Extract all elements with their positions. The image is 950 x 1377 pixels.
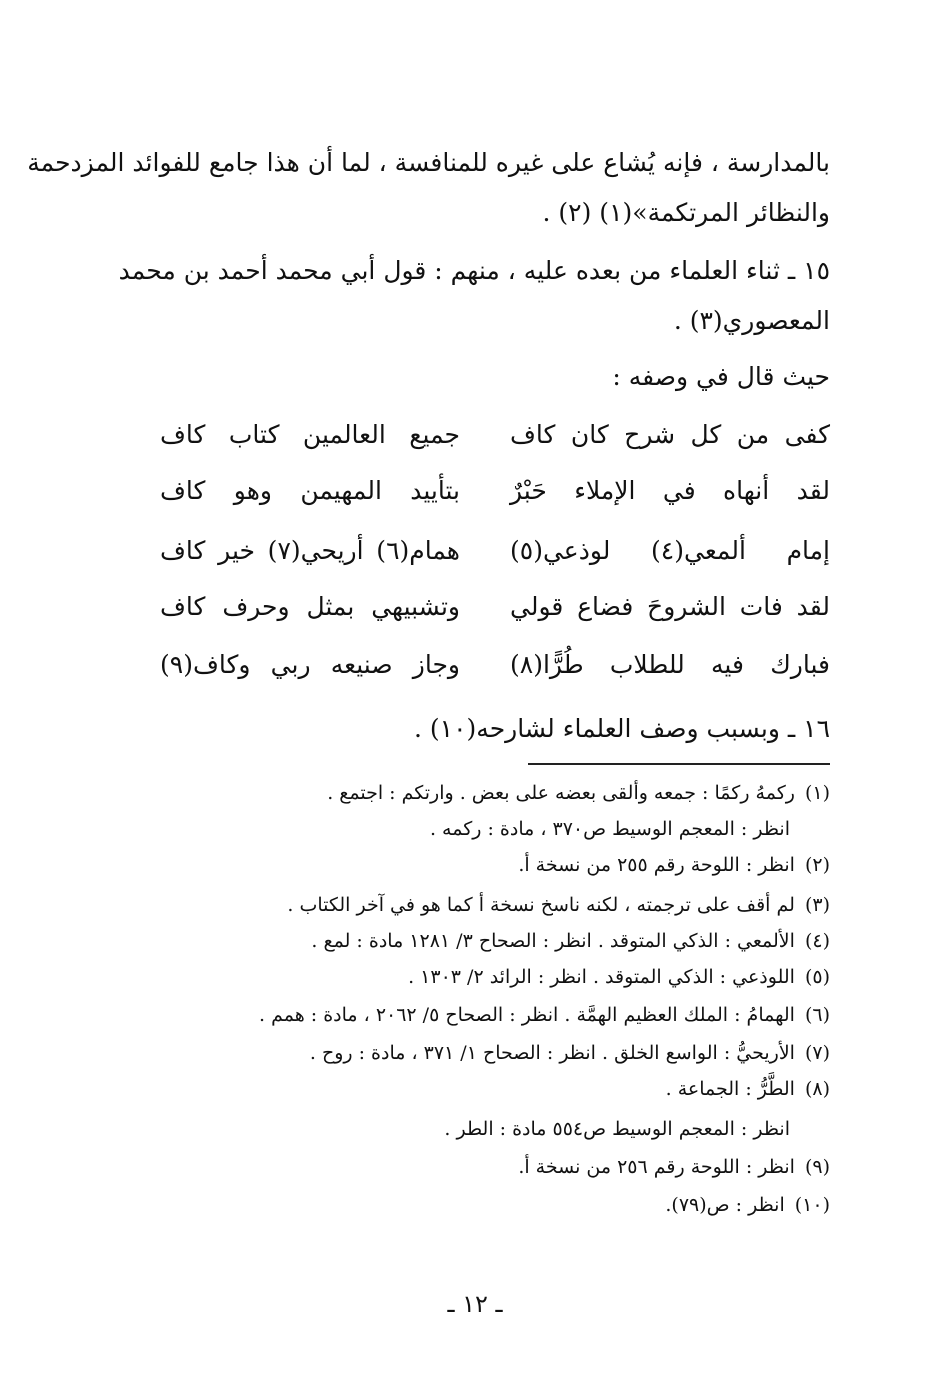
footnote-number: (٤) — [804, 930, 830, 952]
footnote-text: الألمعي : الذكي المتوقد . انظر : الصحاح ٣/ ١٢٨١ مادة : لمع . — [311, 930, 795, 952]
verse-2-second-hemistich: بتأييد المهيمن وهو كاف — [160, 476, 460, 505]
footnote-text: انظر : اللوحة رقم ٢٥٦ من نسخة أ. — [518, 1156, 795, 1178]
verse-5-first-hemistich: فبارك فيه للطلاب طُرًّا(٨) — [510, 650, 830, 679]
body-line-16: ١٦ ـ وبسبب وصف العلماء لشارحه(١٠) . — [414, 714, 830, 743]
footnote-number: (٨) — [804, 1078, 830, 1100]
footnote-text: الأريحيُّ : الواسع الخلق . انظر : الصحاح ١/ ٣٧١ ، مادة : روح . — [309, 1042, 795, 1064]
verse-3 — [120, 536, 830, 576]
verse-1 — [120, 420, 830, 460]
body-line-4: المعصوري(٣) . — [673, 306, 830, 335]
footnote-4 — [311, 930, 830, 953]
footnote-8-continuation — [444, 1118, 790, 1141]
body-line-3: ١٥ ـ ثناء العلماء من بعده عليه ، منهم : قول أبي محمد أحمد بن محمد — [118, 256, 830, 285]
footnote-number: (٥) — [804, 966, 830, 988]
footnote-text: لم أقف على ترجمته ، لكنه ناسخ نسخة أ كما هو في آخر الكتاب . — [287, 894, 795, 916]
body-line-2: والنظائر المرتكمة»(١) (٢) . — [542, 198, 830, 227]
footnote-text: انظر : المعجم الوسيط ص٣٧٠ ، مادة : ركمه . — [429, 818, 790, 840]
footnote-number: (١) — [804, 782, 830, 804]
verse-3-second-hemistich: همام(٦) أريحي(٧) خير كاف — [160, 536, 460, 565]
footnote-text: انظر : ص(٧٩). — [665, 1194, 785, 1216]
footnote-text: ركمهُ ركمًا : جمعه وألقى بعضه على بعض . وارتكم : اجتمع . — [327, 782, 795, 804]
footnote-text: انظر : المعجم الوسيط ص٥٥٤ مادة : الطر . — [444, 1118, 790, 1140]
page-content — [27, 0, 830, 1377]
footnote-number: (٢) — [804, 854, 830, 876]
footnote-text: الطَّرُّ : الجماعة . — [665, 1078, 795, 1100]
verse-4 — [120, 592, 830, 632]
footnote-5 — [408, 966, 830, 989]
footnote-7 — [310, 1042, 830, 1065]
verse-1-first-hemistich: كفى من كل شرح كان كاف — [510, 420, 830, 449]
footnote-number: (١٠) — [794, 1194, 830, 1216]
body-line-5: حيث قال في وصفه : — [612, 362, 830, 391]
page-number: ـ ١٢ ـ — [447, 1290, 503, 1318]
footnote-3 — [287, 894, 830, 917]
verse-3-first-hemistich: إمام ألمعي(٤) لوذعي(٥) — [510, 536, 830, 565]
footnote-text: الهمامُ : الملك العظيم الهمَّة . انظر : الصحاح ٥/ ٢٠٦٢ ، مادة : همم . — [259, 1004, 795, 1026]
footnote-1-continuation — [430, 818, 790, 841]
footnote-number: (٦) — [804, 1004, 830, 1026]
verse-1-second-hemistich: جميع العالمين كتاب كاف — [160, 420, 460, 449]
footnote-10 — [665, 1194, 830, 1217]
body-line-1: بالمدارسة ، فإنه يُشاع على غيره للمنافسة ، لما أن هذا جامع للفوائد المزدحمة — [27, 148, 830, 177]
footnote-2 — [518, 854, 830, 877]
footnote-8 — [666, 1078, 830, 1101]
verse-2-first-hemistich: لقد أنهاه في الإملاء حَبْرٌ — [510, 476, 830, 505]
footnote-text: انظر : اللوحة رقم ٢٥٥ من نسخة أ. — [518, 854, 795, 876]
verse-4-second-hemistich: وتشبيهي بمثل وحرف كاف — [160, 592, 460, 621]
footnote-1 — [327, 782, 830, 805]
verse-4-first-hemistich: لقد فات الشروحَ فضاع قولي — [510, 592, 830, 621]
footnote-6 — [259, 1004, 830, 1027]
verse-2 — [120, 476, 830, 516]
footnote-number: (٩) — [804, 1156, 830, 1178]
footnote-separator — [528, 763, 830, 765]
verse-5-second-hemistich: وجاز صنيعه ربي وكاف(٩) — [160, 650, 460, 679]
footnote-number: (٧) — [804, 1042, 830, 1064]
footnote-9 — [518, 1156, 830, 1179]
verse-5 — [120, 650, 830, 690]
footnote-number: (٣) — [804, 894, 830, 916]
footnote-text: اللوذعي : الذكي المتوقد . انظر : الرائد ٢/ ١٣٠٣ . — [408, 966, 795, 988]
